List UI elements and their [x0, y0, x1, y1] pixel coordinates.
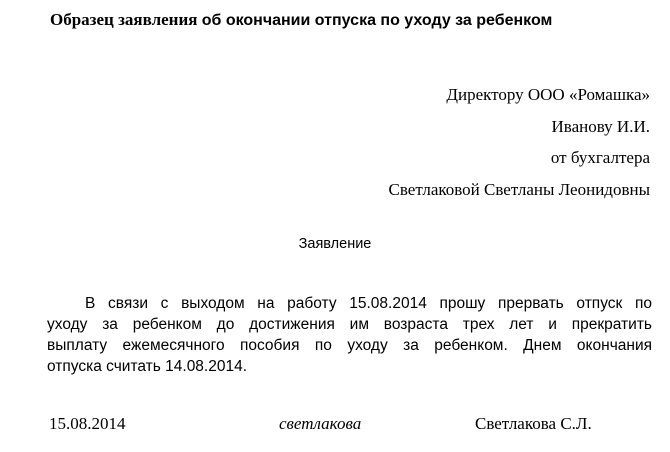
sender-position: от бухгалтера — [550, 148, 650, 167]
page-title-prefix: Образец заявления — [50, 10, 202, 29]
addressee-name: Иванову И.И. — [551, 116, 650, 136]
document-heading: Заявление — [298, 236, 372, 252]
signature-date: 15.08.2014 — [49, 414, 126, 433]
application-body — [47, 293, 652, 377]
addressee-position: Директору ООО «Ромашка» — [446, 85, 650, 104]
body-line: выплату ежемесячного пособия по уходу за ребенком. Днем окончания — [47, 337, 652, 354]
body-line: уходу за ребенком до достижения им возраста трех лет и прекратить — [47, 316, 652, 333]
handwritten-signature: светлакова — [279, 414, 362, 433]
body-line: отпуска считать 14.08.2014. — [47, 358, 248, 375]
signatory-name: Светлакова С.Л. — [475, 414, 592, 433]
page-title-subject: об окончании отпуска по уходу за ребенком — [201, 12, 553, 29]
signature-row — [0, 414, 670, 440]
page-title — [50, 10, 650, 30]
body-line: В связи с выходом на работу 15.08.2014 прошу прервать отпуск по — [85, 295, 652, 312]
sender-name: Светлаковой Светланы Леонидовны — [388, 179, 650, 199]
addressee-block — [389, 79, 650, 205]
